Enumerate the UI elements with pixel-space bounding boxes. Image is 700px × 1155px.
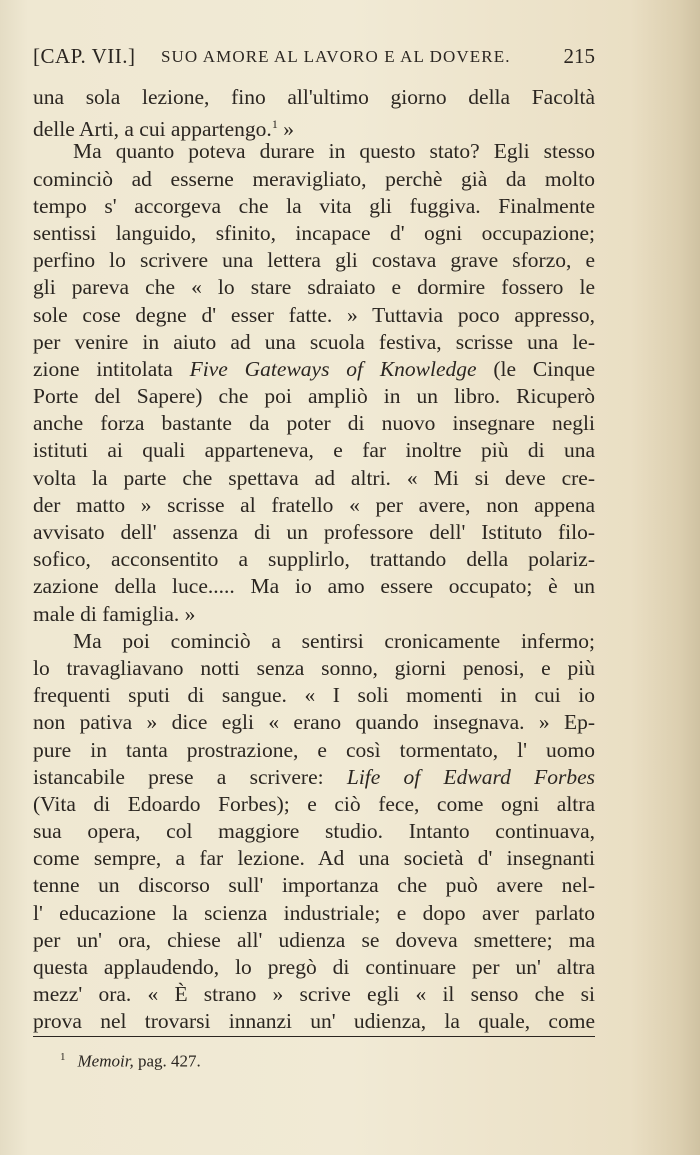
page-number: 215 [563,44,595,68]
text-segment: lo travagliavano notti senza sonno, giorni penosi, e più [33,655,595,680]
text-segment: istancabile prese a scrivere: [33,764,347,789]
text-line [33,954,595,981]
text-segment: questa applaudendo, lo pregò di continuare per un' altra [33,955,595,979]
text-segment: (Vita di Edoardo Forbes); e ciò fece, come ogni altra [33,791,595,816]
text-segment: tempo s' accorgeva che la vita gli fuggiva. Finalmente [33,193,595,218]
text-segment: avvisato dell' assenza di un professore dell' Istituto filo- [33,520,595,544]
text-line [33,220,595,247]
text-line [33,764,595,791]
italic-title: Life of Edward Forbes [346,764,595,789]
text-segment: frequenti sputi di sangue. « I soli momenti in cui io [33,683,595,708]
text-line [33,628,595,655]
running-header [33,44,595,72]
text-line [33,166,595,193]
text-segment: perfino lo scrivere una lettera gli costava grave sforzo, e [33,248,595,273]
footnote-divider [33,1036,595,1037]
text-segment: cominciò ad esserne meravigliato, perchè già da molto [33,166,595,191]
text-segment: sua opera, col maggiore studio. Intanto continuava, [33,819,595,844]
text-segment: anche forza bastante da poter di nuovo insegnare negli [33,411,595,436]
italic-title: Five Gateways of Knowledge [189,356,477,381]
text-segment: sole cose degne d' esser fatte. » Tuttavia poco appresso, [33,302,595,327]
text-segment: (le Cinque [476,356,595,381]
text-line [33,845,595,872]
text-segment: l' educazione la scienza industriale; e dopo aver parlato [33,900,595,925]
text-line [33,329,595,356]
text-line [33,682,595,709]
text-segment: Ma quanto poteva durare in questo stato? Egli stesso [73,139,595,164]
text-line [33,872,595,899]
text-line [33,709,595,736]
text-segment: Ma poi cominciò a sentirsi cronicamente infermo; [73,628,595,653]
text-segment: der matto » scrisse al fratello « per avere, non appena [33,492,595,517]
text-segment: una sola lezione, fino all'ultimo giorno della Facoltà [33,85,595,109]
text-segment: delle Arti, a cui appartengo. [33,117,272,142]
text-segment: » [277,117,294,142]
text-line [33,818,595,845]
text-segment: non pativa » dice egli « erano quando insegnava. » Ep- [33,710,595,735]
text-line [33,410,595,437]
text-line [33,927,595,954]
footnote-marker: 1 [60,1051,66,1063]
text-line [33,981,595,1008]
footnote-source: Memoir, [77,1051,134,1071]
text-line [33,383,595,410]
text-segment: tenne un discorso sull' importanza che può avere nel- [33,873,595,898]
text-segment: volta la parte che spettava ad altri. « Mi si deve cre- [33,465,595,490]
text-line [33,193,595,220]
text-line [33,737,595,764]
text-line [33,519,595,546]
text-line [33,111,595,142]
text-segment: pure in tanta prostrazione, e così tormentato, l' uomo [33,737,595,762]
text-line [33,247,595,274]
text-line [33,601,595,628]
text-line [33,791,595,818]
text-segment: mezz' ora. « È strano » scrive egli « il senso che si [33,982,595,1007]
footnote [60,1051,201,1072]
text-segment: zione intitolata [33,356,190,381]
text-segment: per un' ora, chiese all' udienza se doveva smettere; ma [33,927,595,952]
text-segment: male di famiglia. » [33,601,196,626]
text-line [33,573,595,600]
text-line [33,492,595,519]
running-title: SUO AMORE AL LAVORO E AL DOVERE. [161,47,511,66]
text-segment: istituti ai quali apparteneva, e far inoltre più di una [33,438,595,463]
text-segment: per venire in aiuto ad una scuola festiva, scrisse una le- [33,329,595,354]
text-line [33,1008,595,1035]
text-line [33,465,595,492]
text-segment: sofico, acconsentito a supplirlo, trattando della polariz- [33,547,595,572]
text-segment: come sempre, a far lezione. Ad una società d' insegnanti [33,846,595,871]
text-line [33,655,595,682]
text-line [33,302,595,329]
text-segment: Porte del Sapere) che poi ampliò in un libro. Ricuperò [33,384,595,409]
text-line [33,900,595,927]
text-line [33,84,595,111]
text-line [33,437,595,464]
text-segment: gli pareva che « lo stare sdraiato e dormire fossero le [33,275,595,300]
text-segment: prova nel trovarsi innanzi un' udienza, la quale, come [33,1009,595,1034]
body-text [33,84,595,1036]
text-line [33,356,595,383]
text-segment: sentissi languido, sfinito, incapace d' ogni occupazione; [33,220,595,245]
text-line [33,546,595,573]
text-line [33,138,595,165]
text-line [33,274,595,301]
footnote-reference: pag. 427. [137,1051,201,1071]
footnote-ref: 1 [271,117,278,132]
chapter-label: [CAP. VII.] [33,44,136,68]
text-segment: zazione della luce..... Ma io amo essere occupato; è un [33,574,595,599]
